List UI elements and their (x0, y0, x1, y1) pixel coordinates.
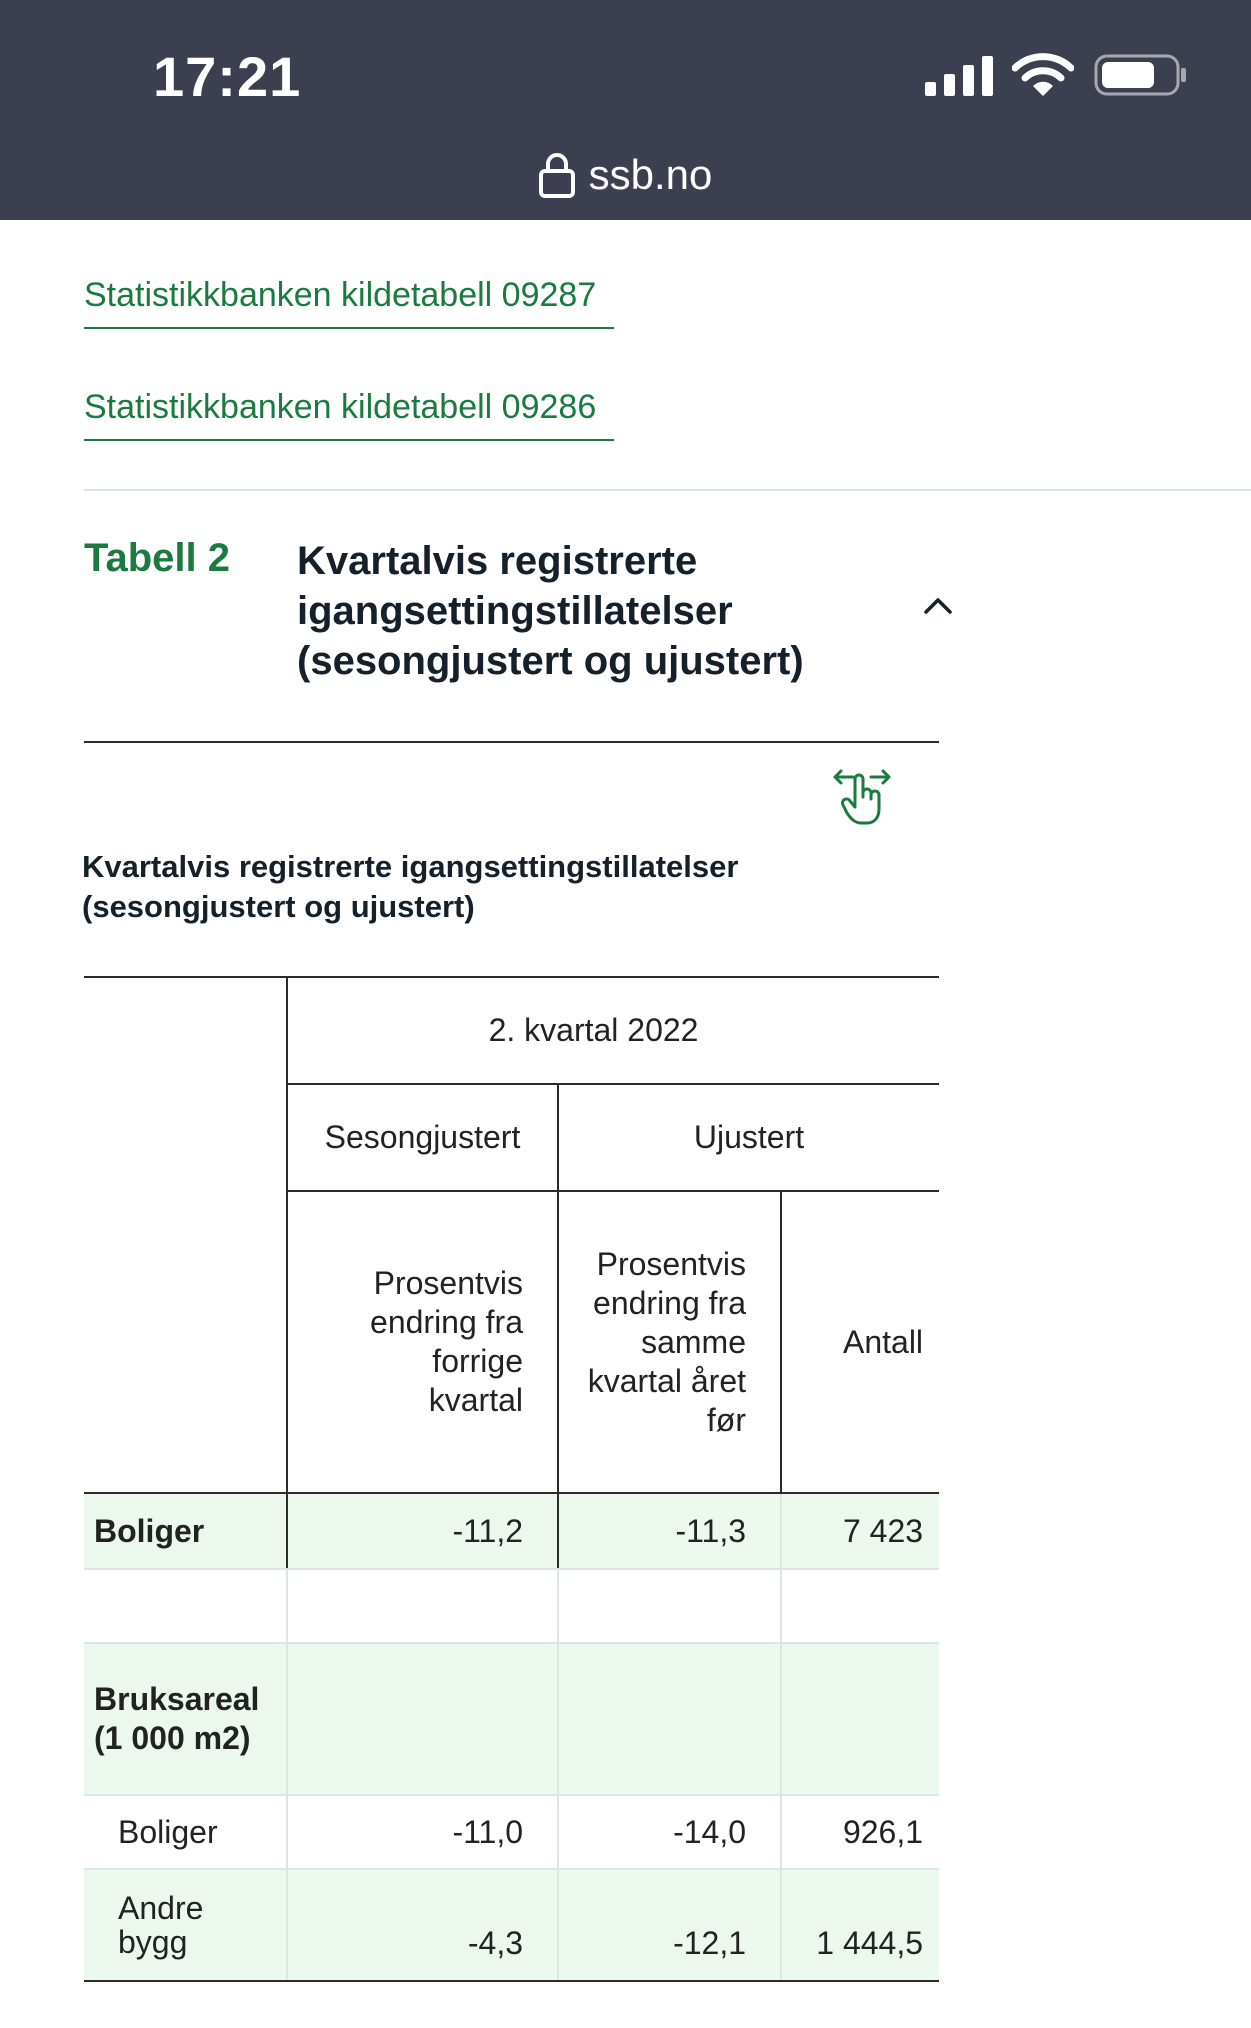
row-label: Bruksareal (1 000 m2) (84, 1643, 287, 1795)
cell-yoy: -11,3 (558, 1493, 781, 1569)
empty-cell (558, 1569, 781, 1643)
cell-seasonal: -4,3 (287, 1869, 558, 1981)
table-row (84, 1643, 939, 1795)
cell-seasonal: -11,2 (287, 1493, 558, 1569)
col-header-seasonal-change-text: Prosentvis endring fra forrige kvartal (370, 1265, 523, 1418)
wifi-icon (1012, 52, 1074, 98)
col-header-yoy-change-text: Prosentvis endring fra samme kvartal året før (587, 1245, 746, 1438)
cell-yoy: -14,0 (558, 1795, 781, 1869)
cell-count: 1 444,5 (781, 1869, 939, 1981)
group-header-seasonal: Sesongjustert (287, 1084, 558, 1191)
source-link-09287[interactable]: Statistikkbanken kildetabell 09287 (84, 276, 614, 329)
row-label (84, 1869, 287, 1981)
col-header-seasonal-change (287, 1191, 558, 1493)
section-divider (84, 489, 1251, 491)
table-caption: Kvartalvis registrerte igangsettingstillatelser (sesongjustert og ujustert) (82, 849, 739, 924)
cell-seasonal: -11,0 (287, 1795, 558, 1869)
row-label-text: Andre bygg (118, 1890, 204, 1960)
lock-icon (539, 152, 575, 198)
browser-top-bar (0, 0, 1251, 220)
empty-cell (84, 1569, 287, 1643)
signal-icon (925, 56, 993, 96)
empty-cell (287, 1643, 558, 1795)
swipe-hand-icon (833, 765, 891, 825)
battery-icon (1094, 54, 1188, 96)
table-number: Tabell 2 (84, 536, 230, 580)
row-label: Boliger (84, 1493, 287, 1569)
statistics-table (84, 976, 939, 1982)
url-bar[interactable] (0, 145, 1251, 205)
cell-yoy: -12,1 (558, 1869, 781, 1981)
status-time: 17:21 (153, 45, 302, 108)
col-header-yoy-change (558, 1191, 781, 1493)
chevron-up-icon[interactable] (920, 592, 956, 618)
table-row (84, 1869, 939, 1981)
corner-cell (84, 1191, 287, 1493)
empty-cell (558, 1643, 781, 1795)
url-text: ssb.no (588, 151, 713, 198)
empty-cell (287, 1569, 558, 1643)
cell-count: 7 423 (781, 1493, 939, 1569)
group-header-unadjusted: Ujustert (558, 1084, 939, 1191)
cell-count: 926,1 (781, 1795, 939, 1869)
row-label: Boliger (84, 1795, 287, 1869)
table-row (84, 1493, 939, 1569)
source-link-09286[interactable]: Statistikkbanken kildetabell 09286 (84, 388, 614, 441)
corner-cell (84, 977, 287, 1084)
table-row-spacer (84, 1569, 939, 1643)
empty-cell (781, 1569, 939, 1643)
empty-cell (781, 1643, 939, 1795)
corner-cell (84, 1084, 287, 1191)
table-row (84, 1795, 939, 1869)
col-header-count: Antall (781, 1191, 939, 1493)
table-header-divider (84, 741, 939, 743)
period-header: 2. kvartal 2022 (287, 977, 939, 1084)
table-heading[interactable]: Kvartalvis registrerte igangsettingstillatelser (sesongjustert og ujustert) (297, 539, 804, 683)
